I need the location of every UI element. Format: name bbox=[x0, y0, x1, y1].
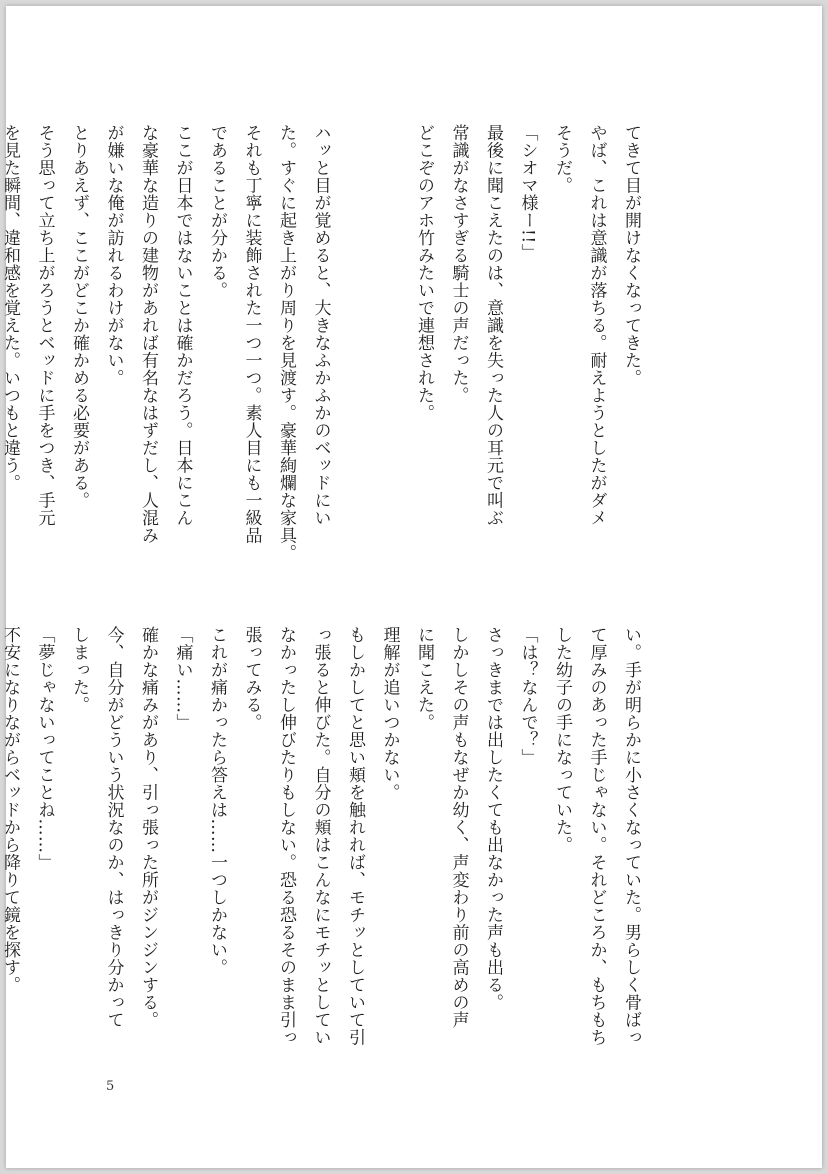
text-line: っ張ると伸びた。自分の頬はこんなにモチッとしてい bbox=[310, 626, 331, 1046]
text-line: もしかしてと思い頬を触れれば、モチッとしていて引 bbox=[345, 626, 365, 1046]
text-line: であることが分かる。 bbox=[207, 124, 227, 299]
text-line: に聞こえた。 bbox=[414, 626, 434, 731]
text-line: しかしその声もなぜか幼く、声変わり前の高めの声 bbox=[448, 626, 469, 1029]
text-line: 張ってみる。 bbox=[241, 626, 262, 731]
text-line: とりあえず、ここがどこか確かめる必要がある。 bbox=[69, 124, 89, 509]
text-line: しまった。 bbox=[69, 626, 89, 714]
text-line: さっきまでは出したくても出なかった声も出る。 bbox=[483, 626, 503, 1011]
text-line: て厚みのあった手じゃない。それどころか、もちもち bbox=[586, 626, 607, 1046]
text-line: 「シオマ様ー!!」 bbox=[517, 124, 538, 262]
text-line: な豪華な造りの建物があれば有名なはずだし、人混み bbox=[138, 124, 158, 544]
top-text-block bbox=[0, 124, 648, 562]
text-line: どこぞのアホ竹みたいで連想された。 bbox=[414, 124, 434, 422]
text-line: なかったし伸びたりもしない。恐る恐るそのまま引っ bbox=[276, 626, 296, 1046]
text-line: やば、これは意識が落ちる。耐えようとしたがダメ bbox=[586, 124, 607, 527]
text-line: た。すぐに起き上がり周りを見渡す。豪華絢爛な家具。 bbox=[276, 124, 296, 562]
bottom-text-block bbox=[0, 626, 648, 1056]
text-line bbox=[338, 124, 373, 554]
text-line: 常識がなさすぎる騎士の声だった。 bbox=[448, 124, 469, 404]
text-line: それも丁寧に装飾された一つ一つ。素人目にも一級品 bbox=[241, 124, 262, 544]
text-line: そう思って立ち上がろうとベッドに手をつき、手元 bbox=[34, 124, 55, 527]
text-line: 不安になりながらベッドから降りて鏡を探す。 bbox=[0, 626, 20, 994]
text-line: した幼子の手になっていた。 bbox=[552, 626, 572, 854]
text-line: ここが日本ではないことは確かだろう。日本にこん bbox=[172, 124, 193, 527]
text-line: 「夢じゃないってことね……」 bbox=[34, 626, 55, 871]
text-line: が嫌いな俺が訪れるわけがない。 bbox=[103, 124, 124, 387]
text-line: い。手が明らかに小さくなっていた。男らしく骨ばっ bbox=[621, 626, 641, 1046]
text-line: 「は？なんで？」 bbox=[517, 626, 538, 766]
text-line: を見た瞬間、違和感を覚えた。いつもと違う。 bbox=[0, 124, 20, 492]
text-line: そうだ。 bbox=[552, 124, 572, 194]
text-line: 理解が追いつかない。 bbox=[379, 626, 400, 801]
page-number: 5 bbox=[106, 1079, 115, 1094]
text-line bbox=[372, 124, 407, 554]
text-line: 「痛い……」 bbox=[172, 626, 193, 731]
book-page bbox=[0, 6, 822, 1168]
text-line: てきて目が開けなくなってきた。 bbox=[621, 124, 641, 387]
text-line: 確かな痛みがあり、引っ張った所がジンジンする。 bbox=[138, 626, 158, 1029]
text-line: 今、自分がどういう状況なのか、はっきり分かって bbox=[103, 626, 124, 1029]
text-line: 最後に聞こえたのは、意識を失った人の耳元で叫ぶ bbox=[483, 124, 503, 527]
text-line: ハッと目が覚めると、大きなふかふかのベッドにい bbox=[310, 124, 331, 527]
text-line: これが痛かったら答えは……一つしかない。 bbox=[207, 626, 227, 976]
